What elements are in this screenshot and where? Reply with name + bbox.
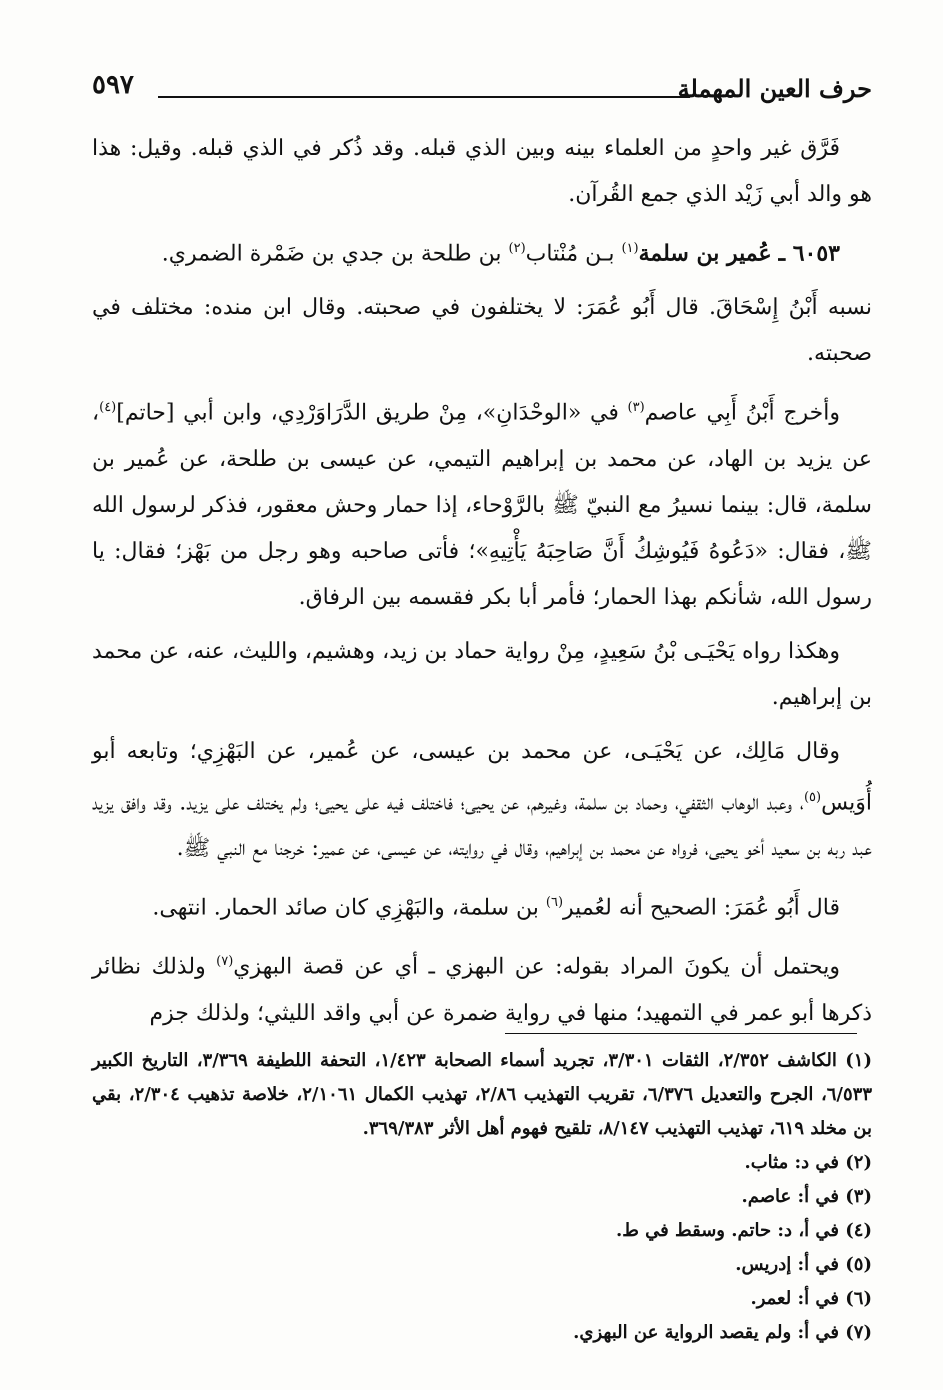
p5-part-b: ، وعبد الوهاب الثقفي، وحماد بن سلمة، وغيرهم، عن يحيى؛ فاختلف فيه على يحيى؛ ولم يختلف على يزيد. وقد وافق يزيد عبد ربه بن سعيد أخو يحيى، فرواه عن محمد بن إبراهيم، وقال في روايته، عن عيسى، عن عمير: خرجنا مع النبي ﷺ.: [92, 789, 872, 861]
p6-part-b: بن سلمة، والبَهْزِي كان صائد الحمار. انتهى.: [152, 895, 546, 921]
footnote-ref-6: (٦): [545, 894, 564, 910]
running-title: حرف العين المهملة: [677, 74, 872, 103]
paragraph-4: وهكذا رواه يَحْيَـى بْنُ سَعِيدٍ، مِنْ رواية حماد بن زيد، وهشيم، والليث، عنه، عن محمد بن إبراهيم.: [92, 638, 872, 710]
p3-part-a: وأخرج أَبْنُ أَبِي عاصم: [644, 400, 840, 426]
footnote-ref-7: (٧): [216, 954, 234, 970]
footnotes: [92, 1044, 872, 1350]
footnote-4: (٤) في أ، د: حاتم. وسقط في ط.: [615, 1220, 872, 1241]
p7-part-a: ويحتمل أن يكونَ المراد بقوله: عن البهزي ـ أي عن قصة البهزي: [233, 954, 840, 980]
footnote-ref-1: (١): [621, 241, 639, 256]
body-text: [92, 126, 872, 1045]
paragraph-1: فَرَّق غير واحدٍ من العلماء بينه وبين الذي قبله. وقد ذُكر في الذي قبله. وقيل: هذا هو والد أبي زَيْد الذي جمع القُرآن.: [92, 136, 872, 207]
page-header: [92, 68, 872, 108]
paragraph-7: [92, 939, 872, 1036]
footnote-1: (١) الكاشف ٢/٣٥٢، الثقات ٣/٣٠١، تجريد أسماء الصحابة ١/٤٢٣، التحفة اللطيفة ٣/٣٦٩، التاريخ الكبير ٦/٥٣٣، الجرح والتعديل ٦/٣٧٦، تقريب التهذيب ٢/٨٦، تهذيب الكمال ٢/١٠٦١، خلاصة تذهيب ٢/٣٠٤، بقي بن مخلد ٦١٩، تهذيب التهذيب ٨/١٤٧، تلقيح فهوم أهل الأثر ٣٦٩/٣٨٣.: [92, 1050, 873, 1139]
footnote-divider: [505, 1033, 857, 1034]
footnote-3: (٣) في أ: عاصم.: [741, 1186, 872, 1207]
entry-rest-a: بـن مُنْتاب: [525, 241, 622, 267]
footnote-5: (٥) في أ: إدريس.: [735, 1254, 872, 1275]
p6-part-a: قال أَبُو عُمَرَ: الصحيح أنه لعُمير: [563, 895, 840, 921]
entry-rest-b: بن طلحة بن جدي بن ضَمْرة الضمري.: [161, 241, 509, 267]
paragraph-2: نسبه أَبْنُ إِسْحَاقَ. قال أَبُو عُمَرَ: لا يختلفون في صحبته. وقال ابن منده: مختلف في صحبته.: [92, 295, 873, 367]
footnote-ref-4: (٤): [99, 400, 117, 416]
page-number: ٥٩٧: [92, 70, 134, 100]
footnote-2: (٢) في د: مثاب.: [744, 1152, 872, 1173]
entry-heading: [92, 226, 872, 277]
entry-number: ٦٠٥٣ ـ: [778, 240, 840, 267]
paragraph-6: [92, 880, 872, 931]
p3-part-c: ، عن يزيد بن الهاد، عن محمد بن إبراهيم التيمي، عن عيسى بن طلحة، عن عُمير بن سلمة، قال: بينما نسيرُ مع النبيّ ﷺ بالرَّوْحاء، إذا حمار وحش معقور، فذكر لرسول الله ﷺ، فقال: «دَعُوهُ فَيُوشِكُ أَنَّ صَاحِبَهُ يَأْتِيهِ»؛ فأتى صاحبه وهو رجل من بَهْز؛ فقال: يا رسول الله، شأنكم بهذا الحمار؛ فأمر أبا بكر فقسمه بين الرفاق.: [92, 400, 872, 610]
footnote-ref-2: (٢): [508, 241, 526, 256]
footnote-7: (٧) في أ: ولم يقصد الرواية عن البهزي.: [573, 1322, 872, 1343]
footnote-ref-3: (٣): [627, 400, 645, 416]
entry-name: عُمير بن سلمة: [638, 240, 772, 267]
paragraph-3: [92, 385, 872, 620]
header-rule: [158, 96, 690, 98]
footnote-ref-5: (٥): [803, 789, 822, 805]
paragraph-5: [92, 729, 872, 872]
p5-part-a: وقال مَالِك، عن يَحْيَـى، عن محمد بن عيسى، عن عُمير، عن البَهْزِي؛ وتابعه أبو أُوَيس: [92, 738, 872, 815]
p3-part-b: في «الوحْدَانِ»، مِنْ طريق الدَّرَاوَرْدِي، وابن أبي [حاتم]: [116, 400, 628, 426]
footnote-6: (٦) في أ: لعمر.: [750, 1288, 872, 1309]
p7-part-b: ولذلك نظائر ذكرها أبو عمر في التمهيد؛ منها في رواية ضمرة عن أبي واقد الليثي؛ ولذلك جزم: [92, 954, 872, 1026]
